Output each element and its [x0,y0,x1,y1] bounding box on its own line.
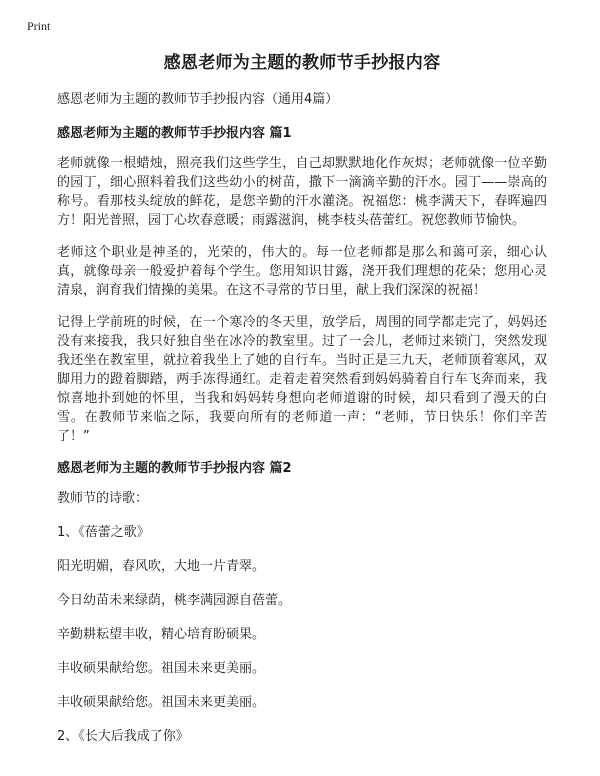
section-1-paragraph-1: 老师就像一根蜡烛，照亮我们这些学生，自己却默默地化作灰烬；老师就像一位辛勤的园丁，细心照料着我们这些幼小的树苗，撒下一滴滴辛勤的汗水。园丁——崇高的称号。看那枝头绽放的鲜花，是您辛勤的汗水灌浇。祝福您：桃李满天下，春晖遍四方！阳光普照，园丁心坎春意暖；雨露滋润，桃李枝头蓓蕾红。祝您教师节愉快。 [57,156,547,228]
section-1-paragraph-3: 记得上学前班的时候，在一个寒冷的冬天里，放学后，周围的同学都走完了，妈妈还没有来接我，我只好独自坐在冰冷的教室里。过了一会儿，老师过来锁门，突然发现我还坐在教室里，就拉着我坐上了她的自行车。当时正是三九天，老师顶着寒风，双脚用力的蹬着脚踏，两手冻得通红。走着走着突然看到妈妈骑着自行车飞奔而来，我惊喜地扑到她的怀里，当我和妈妈转身想向老师道谢的时候，却只看到了漫天的白雪。在教师节来临之际，我要向所有的老师道一声：“老师，节日快乐！你们辛苦了！” [57,315,547,444]
poem-line: 辛勤耕耘望丰收，精心培育盼硕果。 [57,627,266,642]
document-page [57,50,547,761]
section-2 [57,459,547,747]
poem-line: 丰收硕果献给您。祖国未来更美丽。 [57,661,266,676]
document-subtitle: 感恩老师为主题的教师节手抄报内容（通用4篇） [57,92,339,107]
poem-intro: 教师节的诗歌： [57,491,149,506]
section-2-heading: 感恩老师为主题的教师节手抄报内容 篇2 [57,461,292,476]
poem-line: 阳光明媚，春风吹，大地一片青翠。 [57,559,266,574]
poem-line: 今日幼苗未来绿荫，桃李满园源自蓓蕾。 [57,593,292,608]
poem-line: 丰收硕果献给您。祖国未来更美丽。 [57,695,266,710]
poem-1-title: 1、《蓓蕾之歌》 [57,525,150,540]
page-title: 感恩老师为主题的教师节手抄报内容 [163,53,441,73]
poem-2-title: 2、《长大后我成了你》 [57,729,189,744]
print-label: Print [27,19,51,33]
section-1 [57,124,547,446]
section-1-heading: 感恩老师为主题的教师节手抄报内容 篇1 [57,126,292,141]
section-1-paragraph-2: 老师这个职业是神圣的，光荣的，伟大的。每一位老师都是那么和蔼可亲，细心认真，就像母亲一般爱护着每个学生。您用知识甘露，浇开我们理想的花朵；您用心灵清泉，润育我们情操的美果。在这不寻常的节日里，献上我们深深的祝福！ [57,245,547,298]
